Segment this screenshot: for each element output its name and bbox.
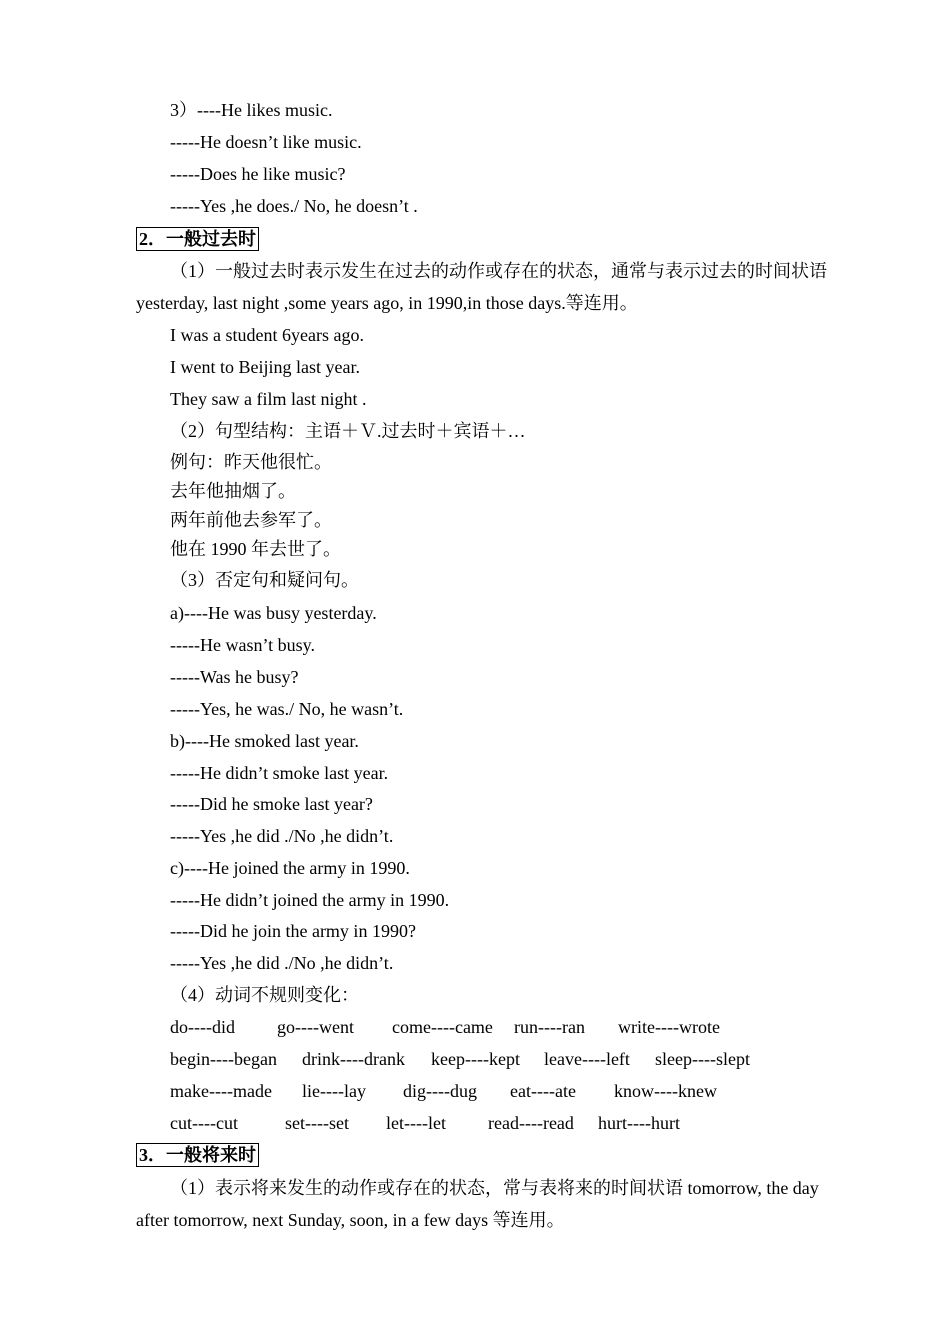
verb-pair: run----ran [514, 1017, 585, 1037]
cn-example-line: 两年前他去参军了。 [170, 510, 332, 530]
cn-example-line: 例句：昨天他很忙。 [170, 452, 332, 472]
verb-pair: cut----cut [170, 1113, 238, 1133]
example-line: I was a student 6years ago. [170, 325, 364, 345]
verb-pair: begin----began [170, 1049, 277, 1069]
verb-pair: read----read [488, 1113, 574, 1133]
verb-pair: write----wrote [618, 1017, 720, 1037]
text-line: -----He doesn’t like music. [170, 132, 362, 152]
qa-line: a)----He was busy yesterday. [170, 603, 377, 623]
verb-pair: know----knew [614, 1081, 717, 1101]
example-line: They saw a film last night . [170, 389, 367, 409]
verb-pair: come----came [392, 1017, 493, 1037]
qa-line: -----Yes ,he did ./No ,he didn’t. [170, 953, 394, 973]
qa-line: -----He didn’t smoke last year. [170, 763, 389, 783]
qa-line: -----Did he smoke last year? [170, 794, 373, 814]
verb-pair: set----set [285, 1113, 349, 1133]
section-heading-future-tense: 3．一般将来时 [136, 1143, 259, 1167]
paragraph-line: after tomorrow, next Sunday, soon, in a few days 等连用。 [136, 1210, 565, 1230]
cn-example-line: 他在 1990 年去世了。 [170, 539, 341, 559]
verb-pair: go----went [277, 1017, 354, 1037]
verb-pair: sleep----slept [655, 1049, 750, 1069]
qa-line: c)----He joined the army in 1990. [170, 858, 410, 878]
verb-pair: eat----ate [510, 1081, 576, 1101]
paragraph-line: （1）表示将来发生的动作或存在的状态，常与表将来的时间状语 tomorrow, the day [170, 1178, 819, 1198]
qa-line: -----Yes, he was./ No, he wasn’t. [170, 699, 404, 719]
qa-line: -----Was he busy? [170, 667, 299, 687]
verb-pair: keep----kept [431, 1049, 520, 1069]
qa-line: -----He wasn’t busy. [170, 635, 315, 655]
qa-line: b)----He smoked last year. [170, 731, 359, 751]
paragraph-line: yesterday, last night ,some years ago, in 1990,in those days.等连用。 [136, 293, 638, 313]
section-heading-past-tense: 2．一般过去时 [136, 227, 259, 251]
text-line: -----Yes ,he does./ No, he doesn’t . [170, 196, 418, 216]
paragraph-line: （1）一般过去时表示发生在过去的动作或存在的状态，通常与表示过去的时间状语 [170, 261, 827, 281]
qa-line: -----He didn’t joined the army in 1990. [170, 890, 450, 910]
verb-pair: lie----lay [302, 1081, 366, 1101]
verb-pair: let----let [386, 1113, 446, 1133]
verb-pair: leave----left [544, 1049, 630, 1069]
text-line: -----Does he like music? [170, 164, 346, 184]
cn-example-line: 去年他抽烟了。 [170, 481, 296, 501]
verb-pair: hurt----hurt [598, 1113, 680, 1133]
paragraph-line: （3）否定句和疑问句。 [170, 570, 359, 590]
verb-pair: dig----dug [403, 1081, 477, 1101]
text-line: 3）----He likes music. [170, 100, 333, 120]
paragraph-line: （2）句型结构：主语＋Ｖ.过去时＋宾语＋… [170, 421, 526, 441]
verb-pair: make----made [170, 1081, 272, 1101]
verb-pair: drink----drank [302, 1049, 405, 1069]
example-line: I went to Beijing last year. [170, 357, 360, 377]
qa-line: -----Yes ,he did ./No ,he didn’t. [170, 826, 394, 846]
paragraph-line: （4）动词不规则变化： [170, 985, 359, 1005]
qa-line: -----Did he join the army in 1990? [170, 921, 416, 941]
verb-pair: do----did [170, 1017, 235, 1037]
